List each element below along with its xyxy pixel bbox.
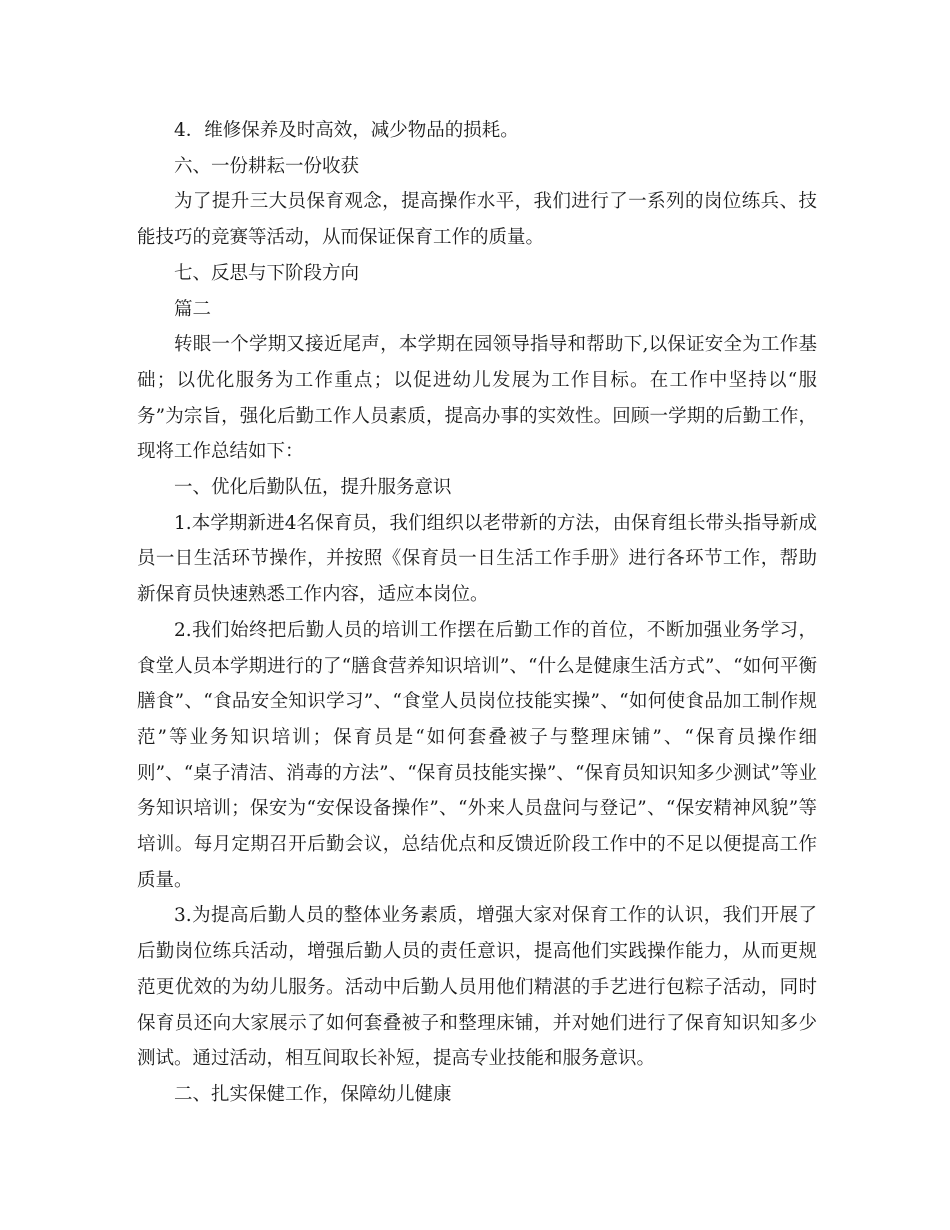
paragraph-training-quality: 为了提升三大员保育观念，提高操作水平，我们进行了一系列的岗位练兵、技能技巧的竞赛等活动，从而保证保育工作的质量。 bbox=[137, 191, 817, 249]
paragraph-point-2: 2.我们始终把后勤人员的培训工作摆在后勤工作的首位，不断加强业务学习，食堂人员本学期进行的了“膳食营养知识培训”、“什么是健康生活方式”、“如何平衡膳食”、“食品安全知识学习”、“食堂人员岗位技能实操”、“如何使食品加工制作规范”等业务知识培训；保育员是“如何套叠被子与整理床铺”、“保育员操作细则”、“桌子清洁、消毒的方法”、“保育员技能实操”、“保育员知识知多少测试”等业务知识培训；保安为“安保设备操作”、“外来人员盘问与登记”、“保安精神风貌”等培训。每月定期召开后勤会议，总结优点和反馈近阶段工作中的不足以便提高工作质量。 bbox=[137, 619, 817, 891]
paragraph-intro: 转眼一个学期又接近尾声，本学期在园领导指导和帮助下,以保证安全为工作基础；以优化服务为工作重点；以促进幼儿发展为工作目标。在工作中坚持以“服务”为宗旨，强化后勤工作人员素质，提高办事的实效性。回顾一学期的后勤工作，现将工作总结如下： bbox=[137, 334, 817, 463]
document-body bbox=[137, 113, 817, 1113]
section-heading-6: 六、一份耕耘一份收获 bbox=[174, 155, 360, 177]
paragraph-item-4: 4．维修保养及时高效，减少物品的损耗。 bbox=[174, 120, 519, 141]
part-heading-2: 篇二 bbox=[174, 298, 212, 320]
section-heading-2: 二、扎实保健工作，保障幼儿健康 bbox=[174, 1083, 452, 1105]
section-heading-7: 七、反思与下阶段方向 bbox=[174, 262, 360, 284]
section-heading-1: 一、优化后勤队伍，提升服务意识 bbox=[174, 477, 452, 499]
paragraph-point-3: 3.为提高后勤人员的整体业务素质，增强大家对保育工作的认识，我们开展了后勤岗位练兵活动，增强后勤人员的责任意识，提高他们实践操作能力，从而更规范更优效的为幼儿服务。活动中后勤人员用他们精湛的手艺进行包粽子活动，同时保育员还向大家展示了如何套叠被子和整理床铺，并对她们进行了保育知识知多少测试。通过活动，相互间取长补短，提高专业技能和服务意识。 bbox=[137, 905, 817, 1070]
paragraph-point-1: 1.本学期新进4名保育员，我们组织以老带新的方法，由保育组长带头指导新成员一日生活环节操作，并按照《保育员一日生活工作手册》进行各环节工作，帮助新保育员快速熟悉工作内容，适应本岗位。 bbox=[137, 512, 817, 606]
